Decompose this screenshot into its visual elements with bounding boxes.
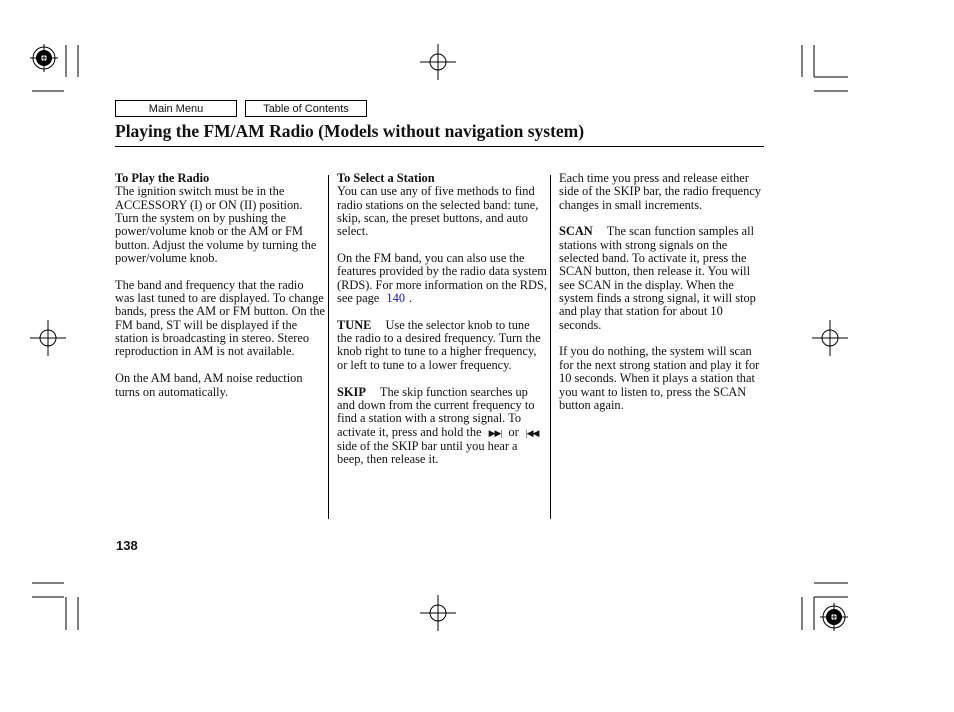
- skip-forward-icon: ▶▶|: [488, 427, 502, 438]
- term-tune: TUNE: [337, 317, 372, 332]
- column-divider: [328, 175, 329, 519]
- period: .: [409, 291, 413, 306]
- heading-play-radio: To Play the Radio: [115, 171, 210, 185]
- page-number: 138: [116, 538, 138, 553]
- term-scan: SCAN: [559, 224, 593, 239]
- paragraph-rds: [337, 252, 547, 305]
- section-tune: [337, 319, 547, 372]
- paragraph: The ignition switch must be in the ACCESSORY (I) or ON (II) position. Turn the system on by pushing the power/volume knob or the AM or FM button. Adjust the volume by turning the power/volume knob.: [115, 184, 317, 266]
- section-scan: [559, 225, 765, 332]
- paragraph: On the AM band, AM noise reduction turns on automatically.: [115, 371, 303, 399]
- scan-description: The scan function samples all stations with strong signals on the selected band. To activate it, press the SCAN button, then release it. You will see SCAN in the display. When the system finds a strong signal, it will stop and play that station for about 10 seconds.: [559, 224, 756, 332]
- term-skip: SKIP: [337, 384, 366, 399]
- skip-description-end: side of the SKIP bar until you hear a beep, then release it.: [337, 438, 518, 467]
- tune-description: Use the selector knob to tune the radio to a desired frequency. Turn the knob right to tune to a higher frequency, or left to tune to a lower frequency.: [337, 317, 541, 372]
- column-divider: [550, 175, 551, 519]
- section-play-radio: [115, 172, 325, 265]
- main-menu-button[interactable]: Main Menu: [115, 100, 237, 117]
- column-1: [115, 172, 325, 412]
- page-link-140[interactable]: 140: [386, 291, 406, 306]
- paragraph: Each time you press and release either side of the SKIP bar, the radio frequency changes in small increments.: [559, 171, 762, 212]
- title-rule: [115, 146, 764, 147]
- paragraph: You can use any of five methods to find radio stations on the selected band: tune, skip, scan, the preset buttons, and auto select.: [337, 184, 539, 239]
- table-of-contents-button[interactable]: Table of Contents: [245, 100, 367, 117]
- paragraph: On the FM band, you can also use the features provided by the radio data system (RDS). For more information on the RDS, see page: [337, 251, 547, 306]
- section-skip: [337, 386, 547, 467]
- section-select-station: [337, 172, 547, 239]
- skip-back-icon: |◀◀: [525, 427, 539, 438]
- skip-description: The skip function searches up and down from the current frequency to find a station with a strong signal. To activate it, press and hold the: [337, 384, 535, 439]
- page-title: Playing the FM/AM Radio (Models without navigation system): [115, 121, 585, 141]
- skip-or: or: [508, 424, 519, 439]
- paragraph: The band and frequency that the radio was last tuned to are displayed. To change bands, press the AM or FM button. On the FM band, ST will be displayed if the station is broadcasting in stereo. Stereo reproduction in AM is not available.: [115, 277, 325, 359]
- paragraph: If you do nothing, the system will scan for the next strong station and play it for 10 seconds. When it plays a station that you want to listen to, press the SCAN button again.: [559, 344, 760, 412]
- heading-select-station: To Select a Station: [337, 171, 435, 185]
- column-2: [337, 172, 547, 480]
- column-3: [559, 172, 765, 426]
